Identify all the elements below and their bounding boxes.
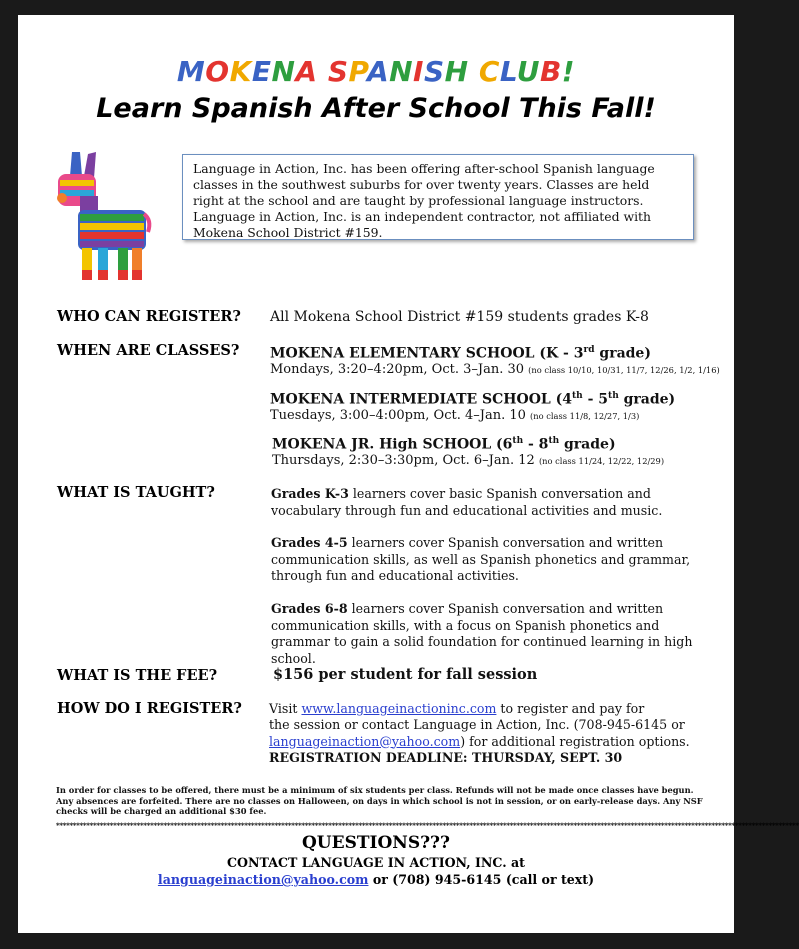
title-letter: C — [478, 55, 500, 88]
questions-email-link[interactable]: languageinaction@yahoo.com — [157, 872, 369, 887]
title-letter: H — [444, 55, 469, 88]
taught-4-5: Grades 4-5 learners cover Spanish conversation and written communication skills, as well as Spanish phonetics and grammar, through fun and educational activities. — [271, 535, 691, 583]
email-link[interactable]: languageinaction@yahoo.com — [269, 733, 461, 749]
club-title — [18, 55, 734, 88]
fee-question: WHAT IS THE FEE? — [57, 667, 218, 684]
flyer-page — [18, 15, 799, 933]
divider: ***************************************************************************************************************************************************************************************************************************** — [56, 821, 799, 830]
title-letter: U — [516, 55, 540, 88]
title-letter: P — [348, 55, 367, 88]
fine-print: In order for classes to be offered, there must be a minimum of six students per class. Refunds will not be made once classes have begun. Any absences are forfeited. There are no classes on Halloween, on days in which school is not in session, or on early-release days. Any NSF checks will be charged an additional $30 fee. — [56, 785, 703, 816]
taught-k3: Grades K-3 learners cover basic Spanish conversation and vocabulary through fun and educational activities and music. — [271, 486, 663, 518]
title-letter: B — [539, 55, 562, 88]
title-letter: ! — [561, 55, 576, 88]
taught-6-8: Grades 6-8 learners cover Spanish conversation and written communication skills, with a focus on Spanish phonetics and grammar to gain a solid foundation for continued learning in high school. — [271, 601, 693, 666]
register-answer: Visit www.languageinactioninc.com to register and pay for the session or contact Language in Action, Inc. (708-945-6145 or languageinaction@yahoo.com) for additional registration options. REGISTRATION DEADLINE: THURSDAY, SEPT. 30 — [269, 701, 690, 765]
intro-box: Language in Action, Inc. has been offering after-school Spanish language classes in the southwest suburbs for over twenty years. Classes are held right at the school and are taught by professional language instructors. Language in Action, Inc. is an independent contractor, not affiliated with Mokena School District #159. — [182, 154, 694, 240]
school-elementary: MOKENA ELEMENTARY SCHOOL (K - 3rd grade) Mondays, 3:20–4:20pm, Oct. 3–Jan. 30 (no class 10/10, 10/31, 11/7, 12/26, 1/2, 1/16) — [270, 345, 720, 377]
fee-answer: $156 per student for fall session — [273, 666, 538, 683]
title-letter: I — [413, 55, 424, 88]
register-question: HOW DO I REGISTER? — [57, 700, 242, 717]
title-letter: N — [271, 55, 296, 88]
title-letter: K — [229, 55, 252, 88]
when-question: WHEN ARE CLASSES? — [57, 342, 240, 359]
taught-question: WHAT IS TAUGHT? — [57, 484, 215, 501]
title-letter — [318, 55, 328, 88]
contact-line: CONTACT LANGUAGE IN ACTION, INC. at — [227, 855, 525, 870]
contact-details: languageinaction@yahoo.com or (708) 945-6145 (call or text) — [157, 872, 595, 887]
website-link[interactable]: www.languageinactioninc.com — [301, 701, 497, 716]
title-letter: N — [389, 55, 414, 88]
title-letter: M — [176, 55, 206, 88]
title-letter: L — [499, 55, 517, 88]
flyer-subtitle: Learn Spanish After School This Fall! — [96, 93, 656, 124]
title-letter: A — [295, 55, 318, 88]
title-letter: S — [327, 55, 349, 88]
title-letter: E — [251, 55, 272, 88]
school-intermediate: MOKENA INTERMEDIATE SCHOOL (4th - 5th grade) Tuesdays, 3:00–4:00pm, Oct. 4–Jan. 10 (no class 11/8, 12/27, 1/3) — [270, 391, 676, 423]
school-jr-high: MOKENA JR. High SCHOOL (6th - 8th grade) Thursdays, 2:30–3:30pm, Oct. 6–Jan. 12 (no class 11/24, 12/22, 12/29) — [272, 436, 665, 468]
pinata-donkey-image — [52, 150, 152, 290]
who-question: WHO CAN REGISTER? — [57, 308, 241, 325]
who-answer: All Mokena School District #159 students grades K-8 — [270, 309, 649, 325]
title-letter: A — [366, 55, 390, 88]
questions-heading: QUESTIONS??? — [302, 833, 450, 853]
title-letter: S — [423, 55, 445, 88]
title-letter — [469, 55, 479, 88]
title-letter: O — [205, 55, 230, 88]
